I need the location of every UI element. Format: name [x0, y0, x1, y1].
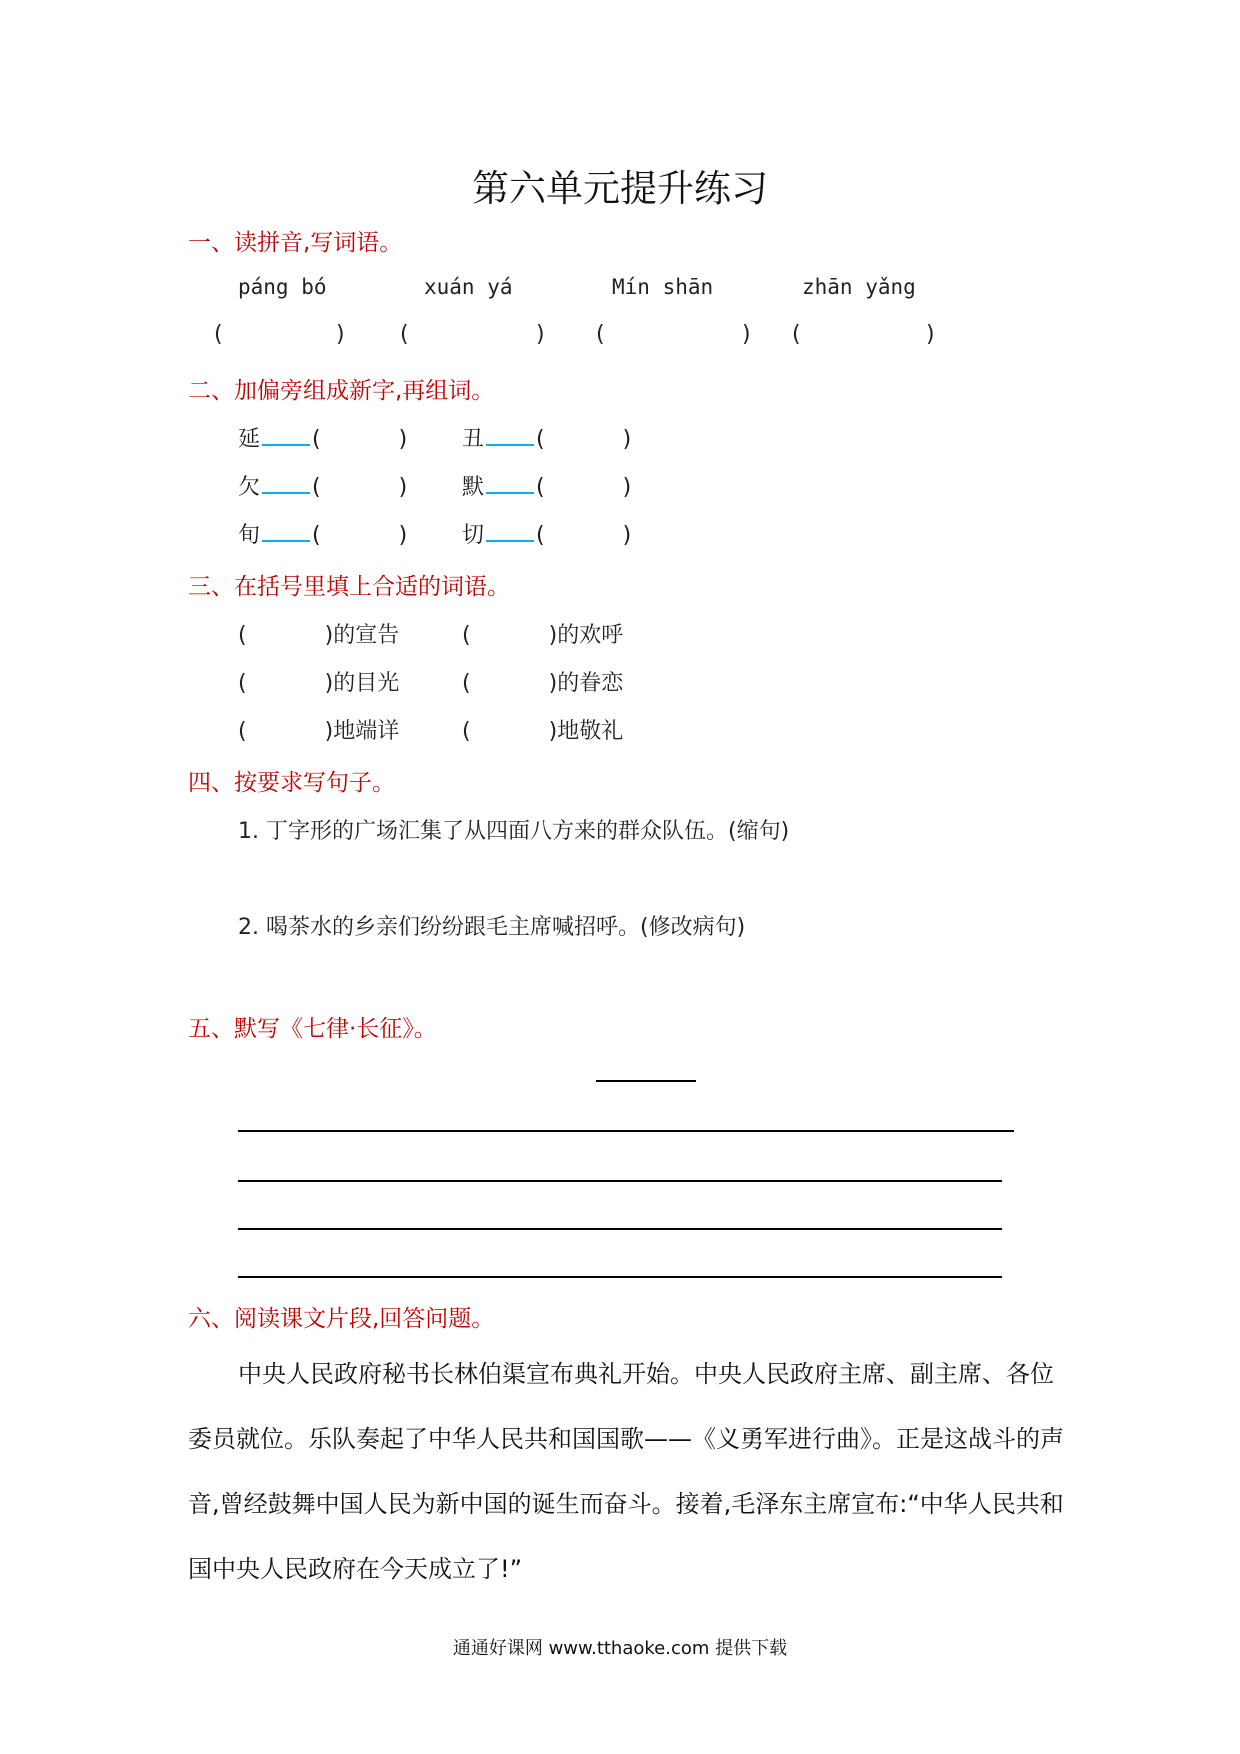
answer-paren-1-close: ): [336, 322, 345, 347]
section-heading-6: 六、阅读课文片段,回答问题。: [188, 1306, 495, 1332]
radical-char: 欠: [238, 475, 261, 500]
pinyin-1: páng bó: [238, 275, 327, 299]
answer-paren-2-close: ): [536, 322, 545, 347]
radical-char: 默: [462, 475, 485, 500]
fill-blank[interactable]: [486, 422, 534, 446]
poem-line-3[interactable]: [238, 1228, 1002, 1230]
section-heading-5: 五、默写《七律·长征》。: [188, 1016, 437, 1042]
answer-paren-3-open[interactable]: (: [596, 322, 605, 347]
poem-line-4[interactable]: [238, 1276, 1002, 1278]
phrase-row-2-right[interactable]: ( )的眷恋: [462, 671, 624, 696]
pinyin-3: Mín shān: [612, 275, 714, 299]
page-title: 第六单元提升练习: [472, 167, 768, 210]
phrase-row-1-left[interactable]: ( )的宣告: [238, 623, 400, 648]
radical-row-3-left[interactable]: 旬 ( ): [238, 518, 407, 549]
fill-blank[interactable]: [486, 518, 534, 542]
poem-line-2[interactable]: [238, 1180, 1002, 1182]
answer-paren-4-close: ): [926, 322, 935, 347]
pinyin-2: xuán yá: [424, 275, 513, 299]
section-heading-4: 四、按要求写句子。: [188, 770, 395, 796]
pinyin-4: zhān yǎng: [802, 275, 916, 299]
reading-passage: 中央人民政府秘书长林伯渠宣布典礼开始。中央人民政府主席、副主席、各位委员就位。乐队奏起了中华人民共和国国歌——《义勇军进行曲》。正是这战斗的声音,曾经鼓舞中国人民为新中国的诞生而奋斗。接着,毛泽东主席宣布:“中华人民共和国中央人民政府在今天成立了!”: [188, 1360, 1064, 1583]
radical-row-2-left[interactable]: 欠 ( ): [238, 470, 407, 501]
phrase-row-1-right[interactable]: ( )的欢呼: [462, 623, 624, 648]
fill-blank[interactable]: [486, 470, 534, 494]
radical-row-2-right[interactable]: 默 ( ): [462, 470, 631, 501]
answer-paren-2-open[interactable]: (: [400, 322, 409, 347]
phrase-row-3-left[interactable]: ( )地端详: [238, 719, 400, 744]
answer-paren-3-close: ): [742, 322, 751, 347]
section-heading-1: 一、读拼音,写词语。: [188, 230, 403, 256]
radical-char: 切: [462, 523, 485, 548]
fill-blank[interactable]: [262, 470, 310, 494]
section-heading-3: 三、在括号里填上合适的词语。: [188, 574, 510, 600]
section-heading-2: 二、加偏旁组成新字,再组词。: [188, 378, 495, 404]
radical-row-1-left[interactable]: 延 ( ): [238, 422, 407, 453]
radical-char: 旬: [238, 523, 261, 548]
answer-paren-1-open[interactable]: (: [214, 322, 223, 347]
radical-row-1-right[interactable]: 丑 ( ): [462, 422, 631, 453]
radical-row-3-right[interactable]: 切 ( ): [462, 518, 631, 549]
sentence-task-1: 1. 丁字形的广场汇集了从四面八方来的群众队伍。(缩句): [238, 819, 790, 844]
sentence-task-2: 2. 喝茶水的乡亲们纷纷跟毛主席喊招呼。(修改病句): [238, 915, 746, 940]
radical-char: 延: [238, 427, 261, 452]
phrase-row-2-left[interactable]: ( )的目光: [238, 671, 400, 696]
fill-blank[interactable]: [262, 518, 310, 542]
radical-char: 丑: [462, 427, 485, 452]
poem-title-line[interactable]: [596, 1080, 696, 1082]
phrase-row-3-right[interactable]: ( )地敬礼: [462, 719, 624, 744]
poem-line-1[interactable]: [238, 1130, 1014, 1132]
answer-paren-4-open[interactable]: (: [792, 322, 801, 347]
footer-source: 通通好课网 www.tthaoke.com 提供下载: [452, 1638, 788, 1659]
fill-blank[interactable]: [262, 422, 310, 446]
